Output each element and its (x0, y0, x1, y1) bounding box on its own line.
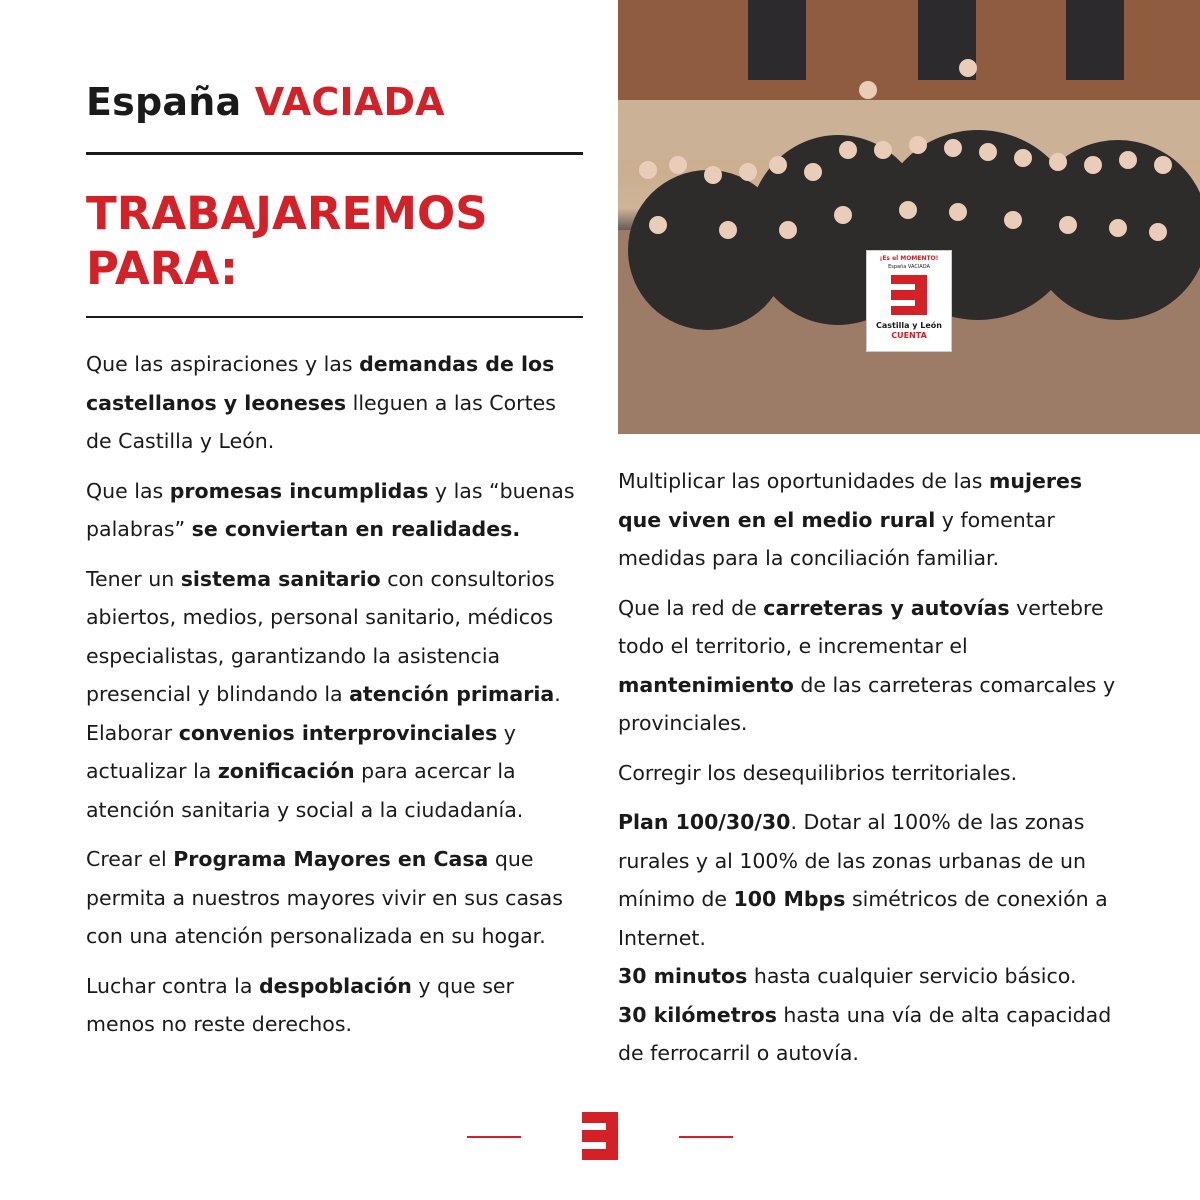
right-column (618, 462, 1128, 1073)
left-column (86, 345, 586, 1055)
heading-vaciada: VACIADA (254, 80, 445, 124)
section-title-line1: TRABAJAREMOS (86, 187, 488, 240)
paragraph-30-minutos: 30 minutos hasta cualquier servicio básico. (618, 964, 1077, 988)
paragraph-carreteras: Que la red de carreteras y autovías vertebre todo el territorio, e incrementar el mantenimiento de las carreteras comarcales y provinciales. (618, 595, 1116, 735)
group-photo-scene (618, 0, 1200, 434)
footer-line-left (467, 1136, 521, 1138)
paragraph-mayores: Crear el Programa Mayores en Casa que permita a nuestros mayores vivir en sus casas con una atención personalizada en su hogar. (86, 847, 563, 948)
sign-slogan: ¡Es el MOMENTO! (879, 255, 939, 262)
heading-divider-top (86, 152, 583, 155)
heading-divider-bottom (86, 316, 583, 318)
section-title-line2: PARA: (86, 242, 238, 295)
page-heading (86, 80, 445, 124)
espana-vaciada-e-logo-icon (582, 1112, 618, 1160)
paragraph-sanidad: Tener un sistema sanitario con consultorios abiertos, medios, personal sanitario, médicos especialistas, garantizando la asistencia presencial y blindando la atención primaria. Elaborar convenios interprovinciales y actualizar la zonificación para acercar la atención sanitaria y social a la ciudadanía. (86, 566, 561, 822)
footer-line-right (679, 1136, 733, 1138)
paragraph-desequilibrios: Corregir los desequilibrios territoriales. (618, 760, 1018, 785)
campaign-sign (866, 250, 952, 352)
paragraph-plan: Plan 100/30/30. Dotar al 100% de las zonas rurales y al 100% de las zonas urbanas de un mínimo de 100 Mbps simétricos de conexión a Internet. (618, 810, 1108, 950)
heading-spain: España (86, 80, 242, 124)
sign-region: Castilla y León (876, 321, 942, 330)
group-photo (618, 0, 1200, 434)
paragraph-mujeres: Multiplicar las oportunidades de las mujeres que viven en el medio rural y fomentar medidas para la conciliación familiar. (618, 469, 1083, 570)
sign-e-logo-icon (891, 275, 927, 315)
paragraph-despoblacion: Luchar contra la despoblación y que ser menos no reste derechos. (86, 973, 514, 1036)
paragraph-promesas: Que las promesas incumplidas y las “buenas palabras” se conviertan en realidades. (86, 478, 575, 541)
sign-cuenta: CUENTA (891, 331, 927, 340)
section-title (86, 186, 586, 296)
paragraph-demandas: Que las aspiraciones y las demandas de los castellanos y leoneses lleguen a las Cortes de Castilla y León. (86, 352, 556, 453)
sign-brand: España VACIADA (888, 264, 930, 270)
paragraph-30-kilometros: 30 kilómetros hasta una vía de alta capacidad de ferrocarril o autovía. (618, 1002, 1112, 1065)
